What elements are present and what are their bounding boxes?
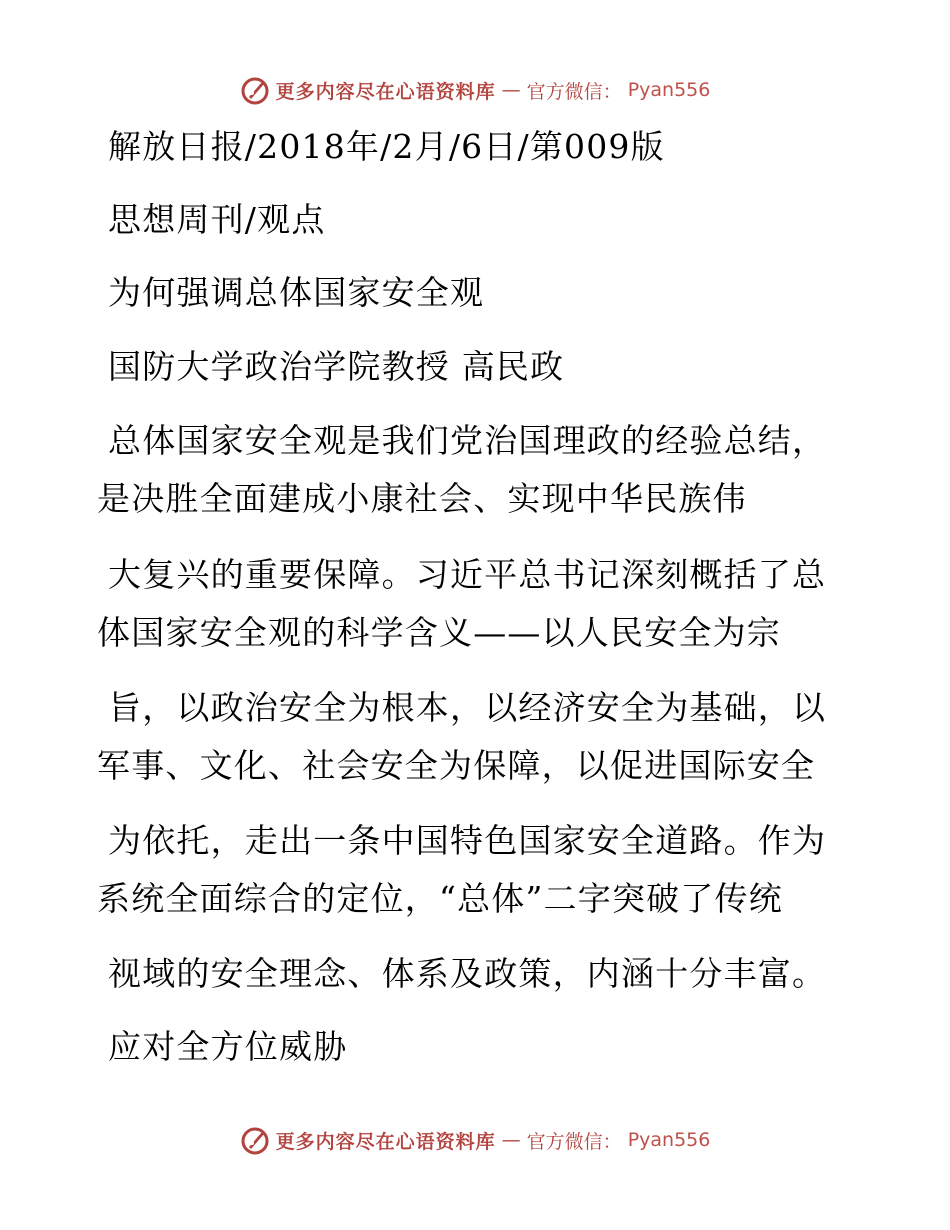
watermark-brand: 更多内容尽在心语资料库 — [275, 1130, 496, 1153]
watermark-official: 官方微信： — [526, 80, 622, 103]
body-line: 视域的安全理念、体系及政策，内涵十分丰富。 — [108, 954, 827, 993]
body-line: 大复兴的重要保障。习近平总书记深刻概括了总 — [108, 555, 827, 594]
section-subheading: 应对全方位威胁 — [108, 1027, 348, 1066]
watermark-separator: — — [501, 79, 521, 101]
body-line: 为依托，走出一条中国特色国家安全道路。作为 — [108, 821, 827, 860]
article-author: 国防大学政治学院教授 高民政 — [108, 347, 565, 386]
watermark-wechat-id: Pyan556 — [627, 79, 711, 101]
article-title: 为何强调总体国家安全观 — [108, 273, 485, 312]
body-line: 体国家安全观的科学含义——以人民安全为宗 — [97, 613, 781, 652]
body-line: 旨，以政治安全为根本，以经济安全为基础，以 — [108, 688, 827, 727]
body-line: 军事、文化、社会安全为保障，以促进国际安全 — [97, 746, 816, 785]
watermark-separator: — — [501, 1129, 521, 1151]
body-line: 总体国家安全观是我们党治国理政的经验总结， — [108, 421, 827, 460]
column-label: 思想周刊/观点 — [108, 200, 326, 239]
watermark-bottom — [0, 1120, 950, 1160]
source-line: 解放日报/2018年/2月/6日/第009版 — [108, 127, 665, 166]
watermark-brand: 更多内容尽在心语资料库 — [275, 80, 496, 103]
body-line: 系统全面综合的定位，“总体”二字突破了传统 — [97, 879, 783, 918]
watermark-official: 官方微信： — [526, 1130, 622, 1153]
quill-seal-icon — [240, 1125, 270, 1155]
body-line: 是决胜全面建成小康社会、实现中华民族伟 — [97, 479, 747, 518]
watermark-wechat-id: Pyan556 — [627, 1129, 711, 1151]
